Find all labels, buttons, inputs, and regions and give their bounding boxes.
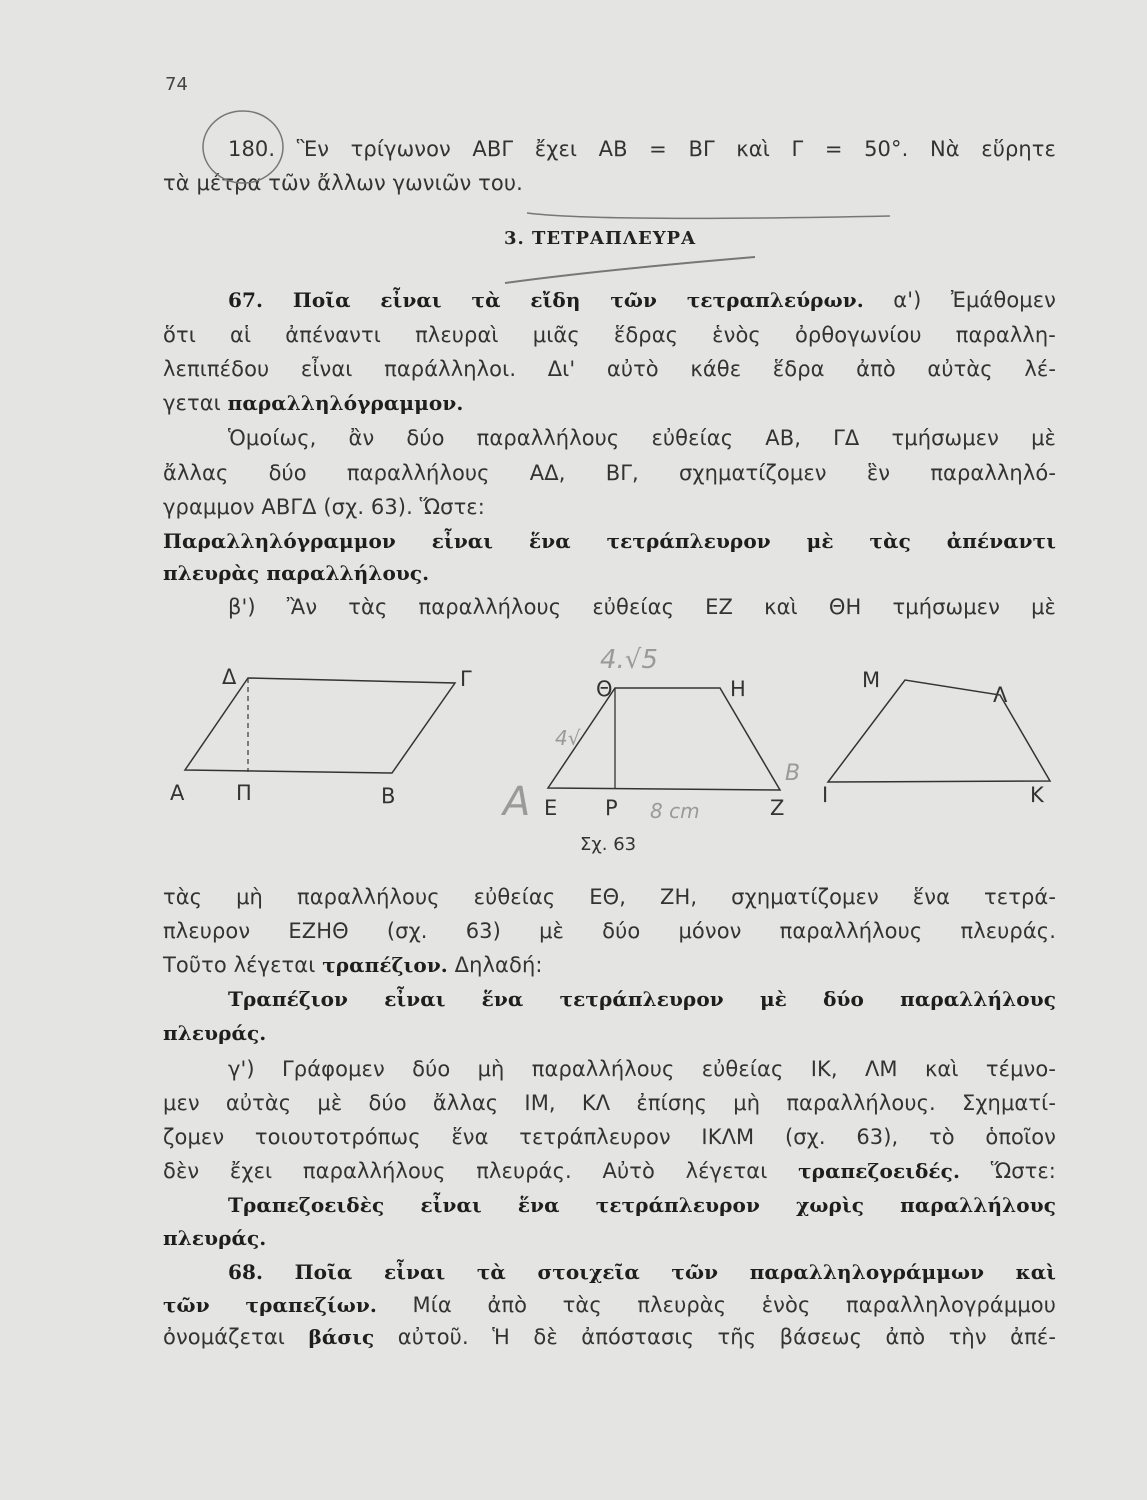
pencil-note-top: 4.√5 xyxy=(600,645,658,675)
label-theta: Θ xyxy=(596,677,613,701)
bold-text: Τραπέζιον εἶναι ἕνα τετράπλευρον μὲ δύο παραλλήλους xyxy=(228,987,1056,1011)
text-segment: ὀνομάζεται xyxy=(163,1325,309,1349)
pencil-note-bottom: 8 cm xyxy=(650,799,700,823)
bold-text: Τραπεζοειδὲς εἶναι ἕνα τετράπλευρον χωρὶς παραλλήλους xyxy=(228,1193,1056,1217)
label-rho: Ρ xyxy=(605,796,618,820)
trapezoid-ezht xyxy=(548,688,780,790)
text-segment: γραμμον ΑΒΓΔ (σχ. 63). Ὥστε: xyxy=(163,495,485,519)
bold-text: πλευράς. xyxy=(163,1226,267,1250)
label-zeta: Ζ xyxy=(770,796,785,820)
text-segment: μεν αὐτὰς μὲ δύο ἄλλας ΙΜ, ΚΛ ἐπίσης μὴ παραλλήλους. Σχηματί- xyxy=(163,1091,1056,1115)
text-segment: ἄλλας δύο παραλλήλους ΑΔ, ΒΓ, σχηματίζομεν ἓν παραλληλό- xyxy=(163,461,1056,485)
bold-text: 68. Ποῖα εἶναι τὰ στοιχεῖα τῶν παραλληλογράμμων καὶ xyxy=(228,1260,1056,1284)
bold-text: Παραλληλόγραμμον εἶναι ἕνα τετράπλευρον μὲ τὰς ἀπέναντι xyxy=(163,529,1056,553)
label-gamma: Γ xyxy=(460,667,472,691)
text-segment: γεται xyxy=(163,391,228,415)
pencil-underline-top xyxy=(527,213,890,218)
text-segment: λεπιπέδου εἶναι παράλληλοι. Δι' αὐτὸ κάθε ἕδρα ἀπὸ αὐτὰς λέ- xyxy=(163,357,1056,381)
text-segment: ζομεν τοιουτοτρόπως ἕνα τετράπλευρον ΙΚΛΜ (σχ. 63), τὸ ὁποῖον xyxy=(163,1125,1056,1149)
bold-text: τραπέζιον. xyxy=(322,953,448,977)
label-iota: Ι xyxy=(822,783,829,807)
pencil-note-left: A xyxy=(503,779,531,825)
label-lambda: Λ xyxy=(993,683,1008,707)
bold-text: παραλληλόγραμμον. xyxy=(227,391,464,415)
bold-text: τραπεζοειδές. xyxy=(798,1159,961,1183)
bold-text: τῶν τραπεζίων. xyxy=(163,1293,377,1317)
text-segment: Δηλαδή: xyxy=(447,953,543,977)
text-segment: 180. Ἓν τρίγωνον ΑΒΓ ἔχει ΑΒ = ΒΓ καὶ Γ = 50°. Νὰ εὕρητε xyxy=(228,137,1056,161)
text-segment: ὅτι αἱ ἀπέναντι πλευραὶ μιᾶς ἕδρας ἑνὸς ὀρθογωνίου παραλλη- xyxy=(163,323,1056,347)
parallelogram-abgd xyxy=(185,678,455,773)
label-beta: Β xyxy=(381,784,396,808)
text-segment: δὲν ἔχει παραλλήλους πλευράς. Αὐτὸ λέγεται xyxy=(163,1159,799,1183)
text-segment: β') Ἂν τὰς παραλλήλους εὐθείας ΕΖ καὶ ΘΗ τμήσωμεν μὲ xyxy=(228,595,1056,619)
text-segment: πλευρον ΕΖΗΘ (σχ. 63) μὲ δύο μόνον παραλλήλους πλευράς. xyxy=(163,919,1056,943)
label-kappa: Κ xyxy=(1030,783,1044,807)
label-epsilon: Ε xyxy=(544,796,558,820)
text-segment: Μία ἀπὸ τὰς πλευρὰς ἑνὸς παραλληλογράμμου xyxy=(376,1293,1056,1317)
bold-text: 67. Ποῖα εἶναι τὰ εἴδη τῶν τετραπλεύρων. xyxy=(228,288,864,312)
text-segment: α') Ἐμάθομεν xyxy=(863,288,1057,312)
pencil-circle xyxy=(203,111,283,183)
section-heading: 3. ΤΕΤΡΑΠΛΕΥΡΑ xyxy=(503,228,697,249)
bold-text: βάσις xyxy=(308,1325,375,1349)
label-eta: Η xyxy=(730,677,746,701)
text-segment: τὰς μὴ παραλλήλους εὐθείας ΕΘ, ΖΗ, σχηματίζομεν ἕνα τετρά- xyxy=(163,885,1056,909)
label-delta: Δ xyxy=(222,665,237,689)
label-alpha: Α xyxy=(170,781,185,805)
text-segment: αὐτοῦ. Ἡ δὲ ἀπόστασις τῆς βάσεως ἀπὸ τὴν ἀπέ- xyxy=(374,1325,1056,1349)
label-mu: Μ xyxy=(862,668,881,692)
quadrilateral-iklm xyxy=(828,680,1050,782)
text-segment: Ὥστε: xyxy=(960,1159,1056,1183)
label-pi: Π xyxy=(236,781,252,805)
bold-text: πλευρὰς παραλλήλους. xyxy=(163,561,430,585)
figure-caption: Σχ. 63 xyxy=(580,834,637,855)
text-segment: γ') Γράφομεν δύο μὴ παραλλήλους εὐθείας ΙΚ, ΛΜ καὶ τέμνο- xyxy=(228,1057,1056,1081)
text-segment: τὰ μέτρα τῶν ἄλλων γωνιῶν του. xyxy=(163,171,523,195)
pencil-note-side: 4√ xyxy=(555,726,581,750)
bold-text: πλευράς. xyxy=(163,1021,267,1045)
pencil-note-right: B xyxy=(785,761,801,786)
text-segment: Ὁμοίως, ἂν δύο παραλλήλους εὐθείας ΑΒ, ΓΔ τμήσωμεν μὲ xyxy=(228,426,1056,450)
text-segment: Τοῦτο λέγεται xyxy=(163,953,323,977)
page-number: 74 xyxy=(165,74,188,95)
pencil-underline-bottom xyxy=(505,257,755,283)
